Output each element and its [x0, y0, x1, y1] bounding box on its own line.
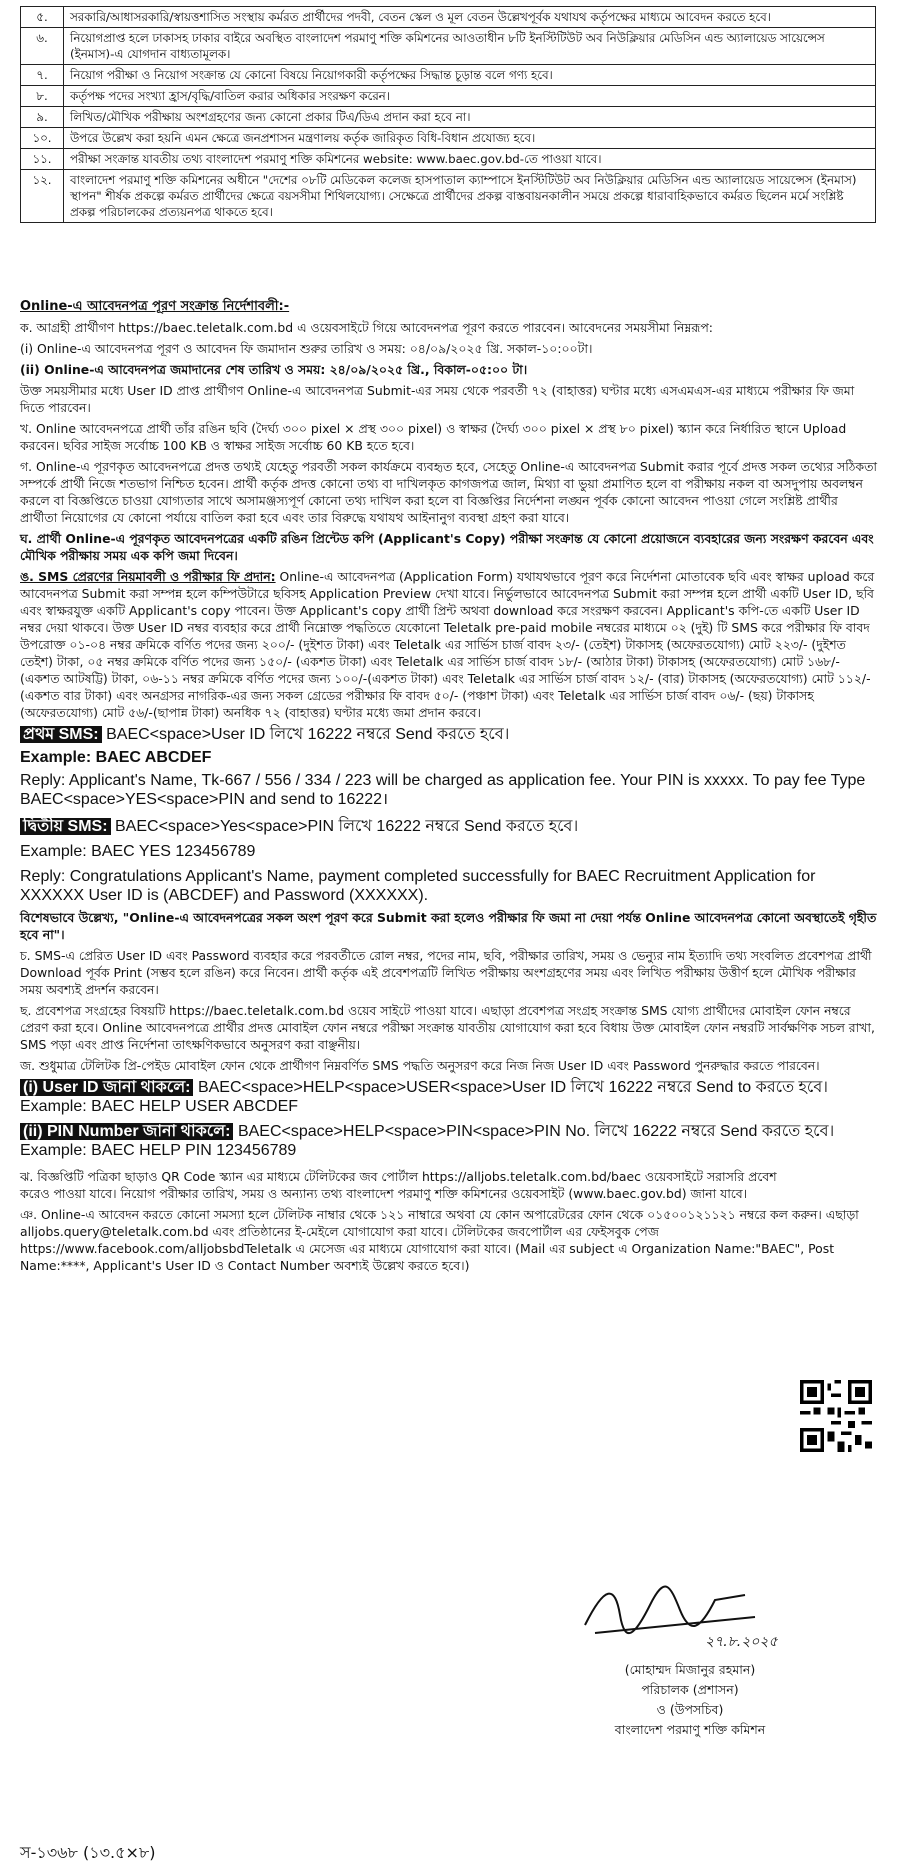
signatory-title: পরিচালক (প্রশাসন) — [641, 1682, 739, 1697]
ja-i-tag: (i) User ID জানা থাকলে: — [20, 1079, 193, 1096]
rule-number: ১০. — [21, 128, 64, 149]
item-ka-i: (i) Online-এ আবেদনপত্র পূরণ ও আবেদন ফি জমাদান শুরুর তারিখ ও সময়: ০৪/০৯/২০২৫ খ্রি. সকাল-১০:০০টা। — [20, 341, 593, 356]
special-note: বিশেষভাবে উল্লেখ্য, "Online-এ আবেদনপত্রের সকল অংশ পূরণ করে Submit করা হলেও পরীক্ষার ফি জমা না দেয়া পর্যন্ত Online আবেদনপত্র কোনো অবস্থাতেই গৃহীত হবে না"। — [20, 910, 877, 942]
rule-text: কর্তৃপক্ষ পদের সংখ্যা হ্রাস/বৃদ্ধি/বাতিল করার অধিকার সংরক্ষণ করেন। — [64, 86, 876, 107]
rule-text: উপরে উল্লেখ করা হয়নি এমন ক্ষেত্রে জনপ্রশাসন মন্ত্রণালয় কর্তৃক জারিকৃত বিধি-বিধান প্রযোজ্য হবে। — [64, 128, 876, 149]
rule-row — [21, 28, 876, 65]
rule-number: ৯. — [21, 107, 64, 128]
rule-text: পরীক্ষা সংক্রান্ত যাবতীয় তথ্য বাংলাদেশ পরমাণু শক্তি কমিশনের website: www.baec.gov.bd-তে পাওয়া যাবে। — [64, 149, 876, 170]
rule-number: ১২. — [21, 170, 64, 223]
rule-text: সরকারি/আধাসরকারি/স্বায়ত্তশাসিত সংস্থায় কর্মরত প্রার্থীদের পদবী, বেতন স্কেল ও মূল বেতন উল্লেখপূর্বক যথাযথ কর্তৃপক্ষের মাধ্যমে আবেদন করতে হবে। — [64, 7, 876, 28]
sms2-reply: Reply: Congratulations Applicant's Name, payment completed successfully for BAEC Recruitment Application for XXXXXX User ID is (ABCDEF) and Password (XXXXXX). — [20, 868, 816, 904]
ja-ii — [20, 1122, 878, 1160]
sms1-example: Example: BAEC ABCDEF — [20, 749, 212, 766]
online-instructions — [20, 298, 878, 1278]
signatory-name: (মোহাম্মদ মিজানুর রহমান) — [624, 1662, 756, 1677]
sms2-text: BAEC<space>Yes<space>PIN লিখে 16222 নম্বরে Send করতে হবে। — [115, 818, 579, 835]
rule-row — [21, 86, 876, 107]
rule-text: বাংলাদেশ পরমাণু শক্তি কমিশনের অধীনে "দেশের ০৮টি মেডিকেল কলেজ হাসপাতাল ক্যাম্পাসে ইনস্টিটিউট অব নিউক্লিয়ার মেডিসিন এন্ড অ্যালায়েড সায়েন্সেস (ইনমাস) স্থাপন" শীর্ষক প্রকল্পে কর্মরত প্রার্থীদের ক্ষেত্রে বয়সসীমা শিথিলযোগ্য। সেক্ষেত্রে প্রার্থীদের প্রকল্প বাস্তবায়নকালীন সময়ে প্রকল্পে ধারাবাহিকভাবে কর্মরত ছিলেন মর্মে সংশ্লিষ্ট প্রকল্প পরিচালকের প্রত্যয়নপত্র থাকতে হবে। — [64, 170, 876, 223]
qr-code-icon[interactable] — [800, 1380, 872, 1452]
item-ja: জ. শুধুমাত্র টেলিটক প্রি-পেইড মোবাইল ফোন থেকে প্রার্থীগণ নিম্নবর্ণিত SMS পদ্ধতি অনুসরণ করে নিজ নিজ User ID এবং Password পুনরুদ্ধার করতে পারবেন। — [20, 1058, 820, 1073]
section-heading: Online-এ আবেদনপত্র পূরণ সংক্রান্ত নির্দেশাবলী:- — [20, 299, 290, 314]
sms1-reply: Reply: Applicant's Name, Tk-667 / 556 / 334 / 223 will be charged as application fee. Your PIN is xxxxx. To pay fee Type BAEC<space>YES<space>PIN and send to 16222। — [20, 772, 866, 808]
item-ka: ক. আগ্রহী প্রার্থীগণ https://baec.teletalk.com.bd এ ওয়েবসাইটে গিয়ে আবেদনপত্র পূরণ করতে পারবেন। আবেদনের সময়সীমা নিম্নরূপ: — [20, 320, 713, 335]
ja-i — [20, 1078, 878, 1116]
rule-row — [21, 128, 876, 149]
signature-date: ২৭.৮.২০২৫ — [705, 1634, 778, 1650]
item-cha: চ. SMS-এ প্রেরিত User ID এবং Password ব্যবহার করে পরবর্তীতে রোল নম্বর, পদের নাম, ছবি, পরীক্ষার তারিখ, সময় ও ভেন্যুর নাম ইত্যাদি তথ্য সংবলিত প্রবেশপত্র প্রার্থী Download পূর্বক Print (সম্ভব হলে রঙিন) করে নিবেন। প্রার্থী কর্তৃক এই প্রবেশপত্রটি লিখিত পরীক্ষায় অংশগ্রহণের সময় এবং লিখিত পরীক্ষায় উত্তীর্ণ হলে মৌখিক পরীক্ষার সময় অবশ্যই প্রদর্শন করবেন। — [20, 948, 872, 997]
rule-number: ১১. — [21, 149, 64, 170]
item-ga: গ. Online-এ পূরণকৃত আবেদনপত্রে প্রদত্ত তথ্যই যেহেতু পরবর্তী সকল কার্যক্রমে ব্যবহৃত হবে, সেহেতু Online-এ আবেদনপত্র Submit করার পূর্বে প্রদত্ত সকল তথ্যের সঠিকতা সম্পর্কে প্রার্থী নিজে শতভাগ নিশ্চিত হবেন। প্রার্থী কর্তৃক প্রদত্ত কোনো তথ্য বা দাখিলকৃত কাগজপত্র জাল, মিথ্যা বা ভুয়া প্রমাণিত হলে বা পরীক্ষায় নকল বা অসদুপায় অবলম্বন করলে বা বিজ্ঞপ্তিতে চাওয়া যোগ্যতার সাথে অসামঞ্জস্যপূর্ণ কোনো তথ্য দাখিল করা হলে বা বিজ্ঞপ্তির নির্দেশনা লঙ্ঘন পূর্বক কোনো আবেদন পাওয়া গেলে সংশ্লিষ্ট প্রার্থীর প্রার্থীতা নিয়োগের যে কোনো পর্যায়ে বাতিল করা হবে এবং তার বিরুদ্ধে যথাযথ আইনানুগ ব্যবস্থা গ্রহণ করা যাবে। — [20, 459, 877, 525]
item-jha: ঝ. বিজ্ঞপ্তিটি পত্রিকা ছাড়াও QR Code স্ক্যান এর মাধ্যমে টেলিটকের জব পোর্টাল https://alljobs.teletalk.com.bd/baec ওয়েবসাইটে সরাসরি প্রবেশ করেও পাওয়া যাবে। নিয়োগ পরীক্ষার তারিখ, সময় ও অন্যান্য তথ্য বাংলাদেশ পরমাণু শক্তি কমিশনের ওয়েবসাইট (www.baec.gov.bd) জানা যাবে। — [20, 1169, 777, 1201]
rule-number: ৮. — [21, 86, 64, 107]
ja-ii-tag: (ii) PIN Number জানা থাকলে: — [20, 1123, 233, 1140]
rule-number: ৭. — [21, 65, 64, 86]
signatory-subtitle: ও (উপসচিব) — [656, 1702, 724, 1717]
sms2-example: Example: BAEC YES 123456789 — [20, 843, 256, 860]
sms1-text: BAEC<space>User ID লিখে 16222 নম্বরে Send করতে হবে। — [106, 726, 510, 743]
footer-code: স-১৩৬৮ (১৩.৫×৮) — [20, 1843, 156, 1862]
item-ka-ii: (ii) Online-এ আবেদনপত্র জমাদানের শেষ তারিখ ও সময়: ২৪/০৯/২০২৫ খ্রি., বিকাল-০৫:০০ টা। — [20, 362, 528, 377]
rule-text: নিয়োগ পরীক্ষা ও নিয়োগ সংক্রান্ত যে কোনো বিষয়ে নিয়োগকারী কর্তৃপক্ষের সিদ্ধান্ত চূড়ান্ত বলে গণ্য হবে। — [64, 65, 876, 86]
item-ka-note: উক্ত সময়সীমার মধ্যে User ID প্রাপ্ত প্রার্থীগণ Online-এ আবেদনপত্র Submit-এর সময় থেকে পরবর্তী ৭২ (বাহাত্তর) ঘণ্টার মধ্যে এসএমএস-এর মাধ্যমে পরীক্ষার ফি জমা দিতে পারবেন। — [20, 383, 855, 415]
rule-row — [21, 7, 876, 28]
sms1-tag: প্রথম SMS: — [20, 726, 102, 743]
ja-ii-text: BAEC<space>HELP<space>PIN<space>PIN No. লিখে 16222 নম্বরে Send করতে হবে। Example: BAEC HELP PIN 123456789 — [20, 1123, 835, 1159]
sms1-line — [20, 725, 878, 744]
sms2-tag: দ্বিতীয় SMS: — [20, 818, 111, 835]
sms2-line — [20, 817, 878, 836]
rule-row — [21, 149, 876, 170]
organization-name: বাংলাদেশ পরমাণু শক্তি কমিশন — [614, 1722, 766, 1737]
rule-number: ৬. — [21, 28, 64, 65]
item-gha: ঘ. প্রার্থী Online-এ পূরণকৃত আবেদনপত্রের একটি রঙিন প্রিন্টেড কপি (Applicant's Copy) পরীক্ষা সংক্রান্ত যে কোনো প্রয়োজনে ব্যবহারের জন্য সংরক্ষণ করবেন এবং মৌখিক পরীক্ষায় সময় এক কপি জমা দিবেন। — [20, 531, 874, 563]
rule-text: লিখিত/মৌখিক পরীক্ষায় অংশগ্রহণের জন্য কোনো প্রকার টিএ/ডিএ প্রদান করা হবে না। — [64, 107, 876, 128]
rules-table — [20, 6, 876, 223]
rule-row — [21, 65, 876, 86]
rule-number: ৫. — [21, 7, 64, 28]
item-kha: খ. Online আবেদনপত্রে প্রার্থী তাঁর রঙিন ছবি (দৈর্ঘ্য ৩০০ pixel × প্রস্থ ৩০০ pixel) ও স্বাক্ষর (দৈর্ঘ্য ৩০০ pixel × প্রস্থ ৮০ pixel) স্ক্যান করে নির্ধারিত স্থানে Upload করবেন। ছবির সাইজ সর্বোচ্চ 100 KB ও স্বাক্ষর সাইজ সর্বোচ্চ 60 KB হতে হবে। — [20, 421, 847, 453]
ja-i-text: BAEC<space>HELP<space>USER<space>User ID লিখে 16222 নম্বরে Send to করতে হবে। Example: BAEC HELP USER ABCDEF — [20, 1079, 828, 1115]
item-uma — [20, 568, 878, 721]
item-uma-lead: ঙ. SMS প্রেরণের নিয়মাবলী ও পরীক্ষার ফি প্রদান: — [20, 569, 276, 584]
rule-row — [21, 107, 876, 128]
item-nya: ঞ. Online-এ আবেদন করতে কোনো সমস্যা হলে টেলিটক নাম্বার থেকে ১২১ নাম্বারে অথবা যে কোন অপারেটরের ফোন থেকে ০১৫০০১২১১২১ নম্বরে কল করুন। এছাড়া alljobs.query@teletalk.com.bd এবং প্রতিষ্ঠানের ই-মেইলে যোগাযোগ করা যাবে। টেলিটকের জবপোর্টাল এর ফেইসবুক পেজ https://www.facebook.com/alljobsbdTeletalk এ মেসেজ এর মাধ্যমে যোগাযোগ করা যাবে। (Mail এর subject এ Organization Name:"BAEC", Post Name:****, Applicant's User ID ও Contact Number অবশ্যই উল্লেখ করতে হবে।) — [20, 1207, 859, 1273]
rule-row — [21, 170, 876, 223]
signature-block — [560, 1660, 820, 1740]
item-chha: ছ. প্রবেশপত্র সংগ্রহের বিষয়টি https://baec.teletalk.com.bd ওয়েব সাইটে পাওয়া যাবে। এছাড়া প্রবেশপত্র সংগ্রহ সংক্রান্ত SMS যোগ্য প্রার্থীদের মোবাইল ফোন নম্বরে প্রেরণ করা হবে। Online আবেদনপত্রে প্রার্থীর প্রদত্ত মোবাইল ফোন নম্বরে পরীক্ষা সংক্রান্ত যাবতীয় যোগাযোগ করা হবে বিধায় উক্ত মোবাইল ফোন নম্বরটি সার্বক্ষণিক সচল রাখা, SMS পড়া এবং প্রাপ্ত নির্দেশনা তাৎক্ষণিকভাবে অনুসরণ করা বাঞ্ছনীয়। — [20, 1003, 875, 1052]
item-uma-body: Online-এ আবেদনপত্র (Application Form) যথাযথভাবে পূরণ করে নির্দেশনা মোতাবেক ছবি এবং স্বাক্ষর upload করে আবেদনপত্র Submit করা সম্পন্ন হলে কম্পিউটারে ছবিসহ Application Preview দেখা যাবে। নির্ভুলভাবে আবেদনপত্র Submit করা সম্পন্ন হলে প্রার্থী একটি User ID, ছবি এবং স্বাক্ষরযুক্ত একটি Applicant's copy পাবেন। উক্ত Applicant's copy প্রার্থী প্রিন্ট অথবা download করে সংরক্ষণ করবেন। Applicant's কপি-তে একটি User ID নম্বর দেয়া থাকবে। উক্ত User ID নম্বর ব্যবহার করে প্রার্থী নিম্নোক্ত পদ্ধতিতে যেকোনো Teletalk pre-paid mobile নম্বরের মাধ্যমে ০২ (দুই) টি SMS করে পরীক্ষার ফি বাবদ উপরোক্ত ০১-০৪ নম্বর ক্রমিকে বর্ণিত পদের জন্য ২০০/- (দুইশত টাকা) এবং Teletalk এর সার্ভিস চার্জ বাবদ ২৩/- (তেইশ) টাকাসহ (অফেরতযোগ্য) মোট ২২৩/- (দুইশত তেইশ) টাকা, ০৫ নম্বর ক্রমিকে বর্ণিত পদের জন্য ১৫০/- (একশত টাকা) এবং Teletalk এর সার্ভিস চার্জ বাবদ ১৮/- (আঠার টাকা) টাকাসহ (অফেরতযোগ্য) মোট ১৬৮/- (একশত আটষট্টি) টাকা, ০৬-১১ নম্বর ক্রমিকে বর্ণিত পদের জন্য ১০০/-(একশত টাকা) এবং Teletalk এর সার্ভিস চার্জ বাবদ ১২/- (বার) টাকাসহ (অফেরতযোগ্য) মোট ১১২/- (একশত বার টাকা) এবং অনগ্রসর নাগরিক-এর জন্য সকল গ্রেডের পরীক্ষার ফি বাবদ ৫০/- (পঞ্চাশ টাকা) এবং Teletalk এর সার্ভিস চার্জ বাবদ ০৬/- (ছয়) টাকাসহ (অফেরতযোগ্য) মোট ৫৬/-(ছাপান্ন টাকা) অনধিক ৭২ (বাহাত্তর) ঘণ্টার মধ্যে জমা প্রদান করবে। — [20, 569, 875, 720]
rule-text: নিয়োগপ্রাপ্ত হলে ঢাকাসহ ঢাকার বাইরে অবস্থিত বাংলাদেশ পরমাণু শক্তি কমিশনের আওতাধীন ৮টি ইনস্টিটিউট অব নিউক্লিয়ার মেডিসিন এন্ড অ্যালায়েড সায়েন্সেস (ইনমাস)-এ যোগদান বাধ্যতামূলক। — [64, 28, 876, 65]
